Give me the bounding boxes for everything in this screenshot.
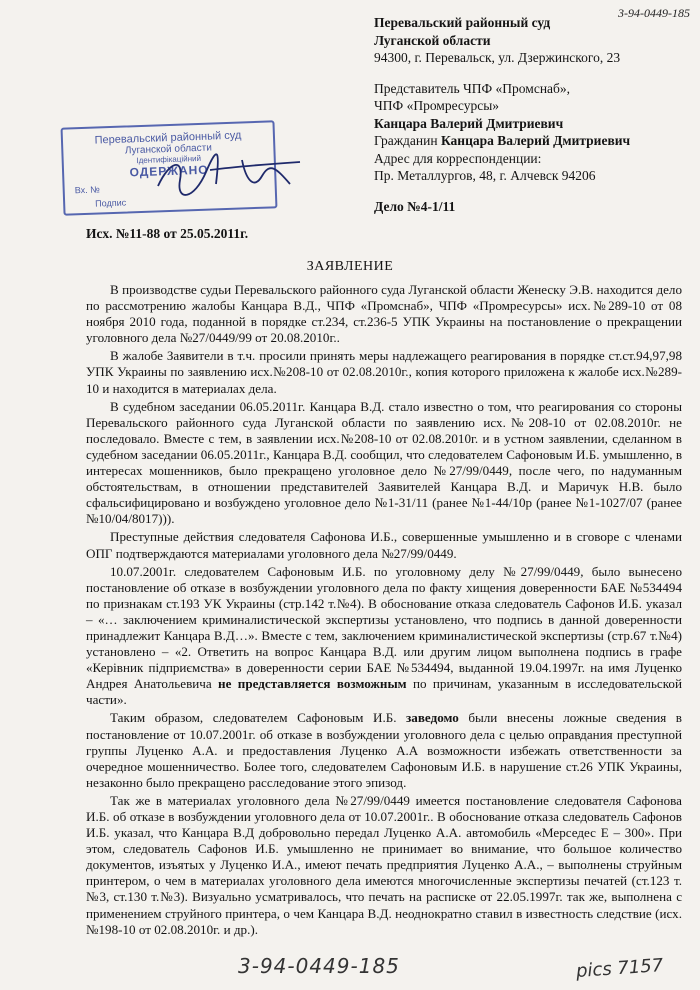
case-number: Дело №4-1/11 (374, 198, 456, 214)
paragraph: Преступные действия следователя Сафонова И.Б., совершенные умышленно и в сговоре с членами ОПГ подтверждаются материалами уголовного дела №27/99/0449. (86, 529, 682, 561)
stamp-incoming-no: Вх. № (74, 184, 100, 196)
court-address: 94300, г. Перевальск, ул. Дзержинского, 23 (374, 50, 621, 65)
paragraph-text: по причинам, указанным в исследовательской части». (86, 676, 682, 708)
emphasis: не представляется возможным (218, 676, 407, 692)
address-label: Адрес для корреспонденции: (374, 150, 542, 166)
representative-line2: ЧПФ «Промресурсы» (374, 98, 500, 113)
paragraph-text: Таким образом, следователем Сафоновым И.Б. (110, 710, 397, 726)
addressee-block (374, 14, 674, 215)
emphasis: заведомо (406, 710, 459, 726)
paragraph-text: 10.07.2001г. следователем Сафоновым И.Б. по уголовному делу №27/99/0449, было вынесено постановление об отказе в возбуждении уголовного дела по факту хищения доверенности БАЕ №534494 по признакам ст.193 УК Украины (стр.142 т.№4). В обоснование отказа следователь Сафонов И.Б. указал – «… заключением криминалистической экспертизы установлено, что подпись в данной доверенности принадлежит Канцара В.Д…». Вместе с тем, заключением криминалистической экспертизы (стр.67 т.№4) установлено – «2. Ответить на вопрос Канцара В.Д. или другим лицом выполнена подпись в графе «Керівник підприємства» в доверенности серии БАЕ №534494, выданной 19.04.1997г. на имя Луценко Андрея Анатольевича (86, 563, 682, 692)
representative-name: Канцара Валерий Дмитриевич (374, 115, 564, 131)
address-value: Пр. Металлургов, 48, г. Алчевск 94206 (374, 168, 596, 183)
outgoing-reference: Исх. №11-88 от 25.05.2011г. (86, 226, 249, 241)
stamp-line3: Ідентифікаційний (136, 153, 202, 166)
citizen-line (374, 132, 674, 150)
court-name-line2: Луганской области (374, 32, 491, 48)
handwritten-case-code: 3-94-0449-185 (238, 954, 400, 978)
stamp-received: ОДЕРЖАНО (129, 162, 209, 180)
document-title: ЗАЯВЛЕНИЕ (306, 259, 394, 274)
stamp-line2: Луганской области (124, 142, 213, 157)
paragraph (86, 564, 682, 709)
document-body (86, 282, 682, 940)
stamp-signature-label: Подпис (95, 197, 127, 209)
paragraph-text: были внесены ложные сведения в постановление от 10.07.2001г. об отказе в возбуждении уголовного дела с целью оправдания преступной группы Луценко А.А. и предоставления Луценко А.А возможности избежать ответственности за очередное мошенничество. Более того, следователем Сафоновым И.Б. в нарушение ст.26 УПК Украины, незаконно было прекращено расследование этого эпизод. (86, 710, 682, 790)
citizen-label: Гражданин (374, 133, 438, 148)
paragraph: В производстве судьи Перевальского районного суда Луганской области Женеску Э.В. находится дело по рассмотрению жалобы Канцара В.Д., ЧПФ «Промснаб», ЧПФ «Промресурсы» исх.№289-10 от 08 ноября 2010 года, поданной в порядке ст.234, ст.236-5 УПК Украины на постановление о прекращении уголовного дела №27/0449/99 от 20.08.2010г.. (86, 282, 682, 346)
corner-case-code: 3-94-0449-185 (618, 6, 690, 20)
handwritten-page-id: pics 7157 (575, 954, 664, 983)
handwritten-signature (150, 140, 310, 210)
paragraph: Так же в материалах уголовного дела №27/99/0449 имеется постановление следователя Сафонова И.Б. об отказе в возбуждении уголовного дела от 10.07.2001г.. В обоснование отказа следователь Сафонов И.Б. указал, что Канцара В.Д добровольно передал Луценко А.А. автомобиль «Мерседес Е – 300». При этом, следователь Сафонов И.Б. умышленно не принимает во внимание, что большое количество документов, изъятых у Луценко И.А., имеют печать предприятия Луценко А.А., – выполнены струйным принтером, о чем в материалах уголовного дела имеются многочисленные экспертизы печатей (ст.123 т.№3, ст.130 т.№3). Визуально усматривалось, что печать на расписке от 22.05.1997г. так же, выполнена с применением струйного принтера, о чем Канцара В.Д. неоднократно ставил в известность следствие (исх.№198-10 от 02.08.2010г. и др.). (86, 792, 682, 937)
citizen-name: Канцара Валерий Дмитриевич (440, 133, 631, 148)
court-name-line1: Перевальский районный суд (374, 15, 551, 30)
paragraph (86, 710, 682, 790)
paragraph: В судебном заседании 06.05.2011г. Канцара В.Д. стало известно о том, что реагирования со стороны Перевальского районного суда Луганской области по заявлению исх.№208-10 от 02.08.2010г. не последовало. Вместе с тем, в заявлении исх.№208-10 от 02.08.2010г. и в устном заявлении, сделанном в судебном заседании 06.05.2011г., Канцара В.Д. сообщил, что следователем Сафоновым И.Б. умышленно, в интересах мошенников, было прекращено уголовное дело №27/99/0449, после чего, по надуманным обстоятельствам, в отношении представителей Заявителей Канцара В.Д. и Маричук Н.В. было сфальсифицировано и возбуждено уголовное дело №1-31/11 (ранее №1-44/10р (ранее №1-1027/07 (ранее №10/04/8017))). (86, 398, 682, 527)
stamp-line1: Перевальский районный суд (94, 129, 242, 147)
representative-line1: Представитель ЧПФ «Промснаб», (374, 80, 571, 96)
paragraph: В жалобе Заявители в т.ч. просили принять меры надлежащего реагирования в порядке ст.ст.94,97,98 УПК Украины по заявлению исх.№208-10 от 02.08.2010г., копия которого приложена к жалобе исх.№289-10 и находится в материалах дела. (86, 348, 682, 396)
